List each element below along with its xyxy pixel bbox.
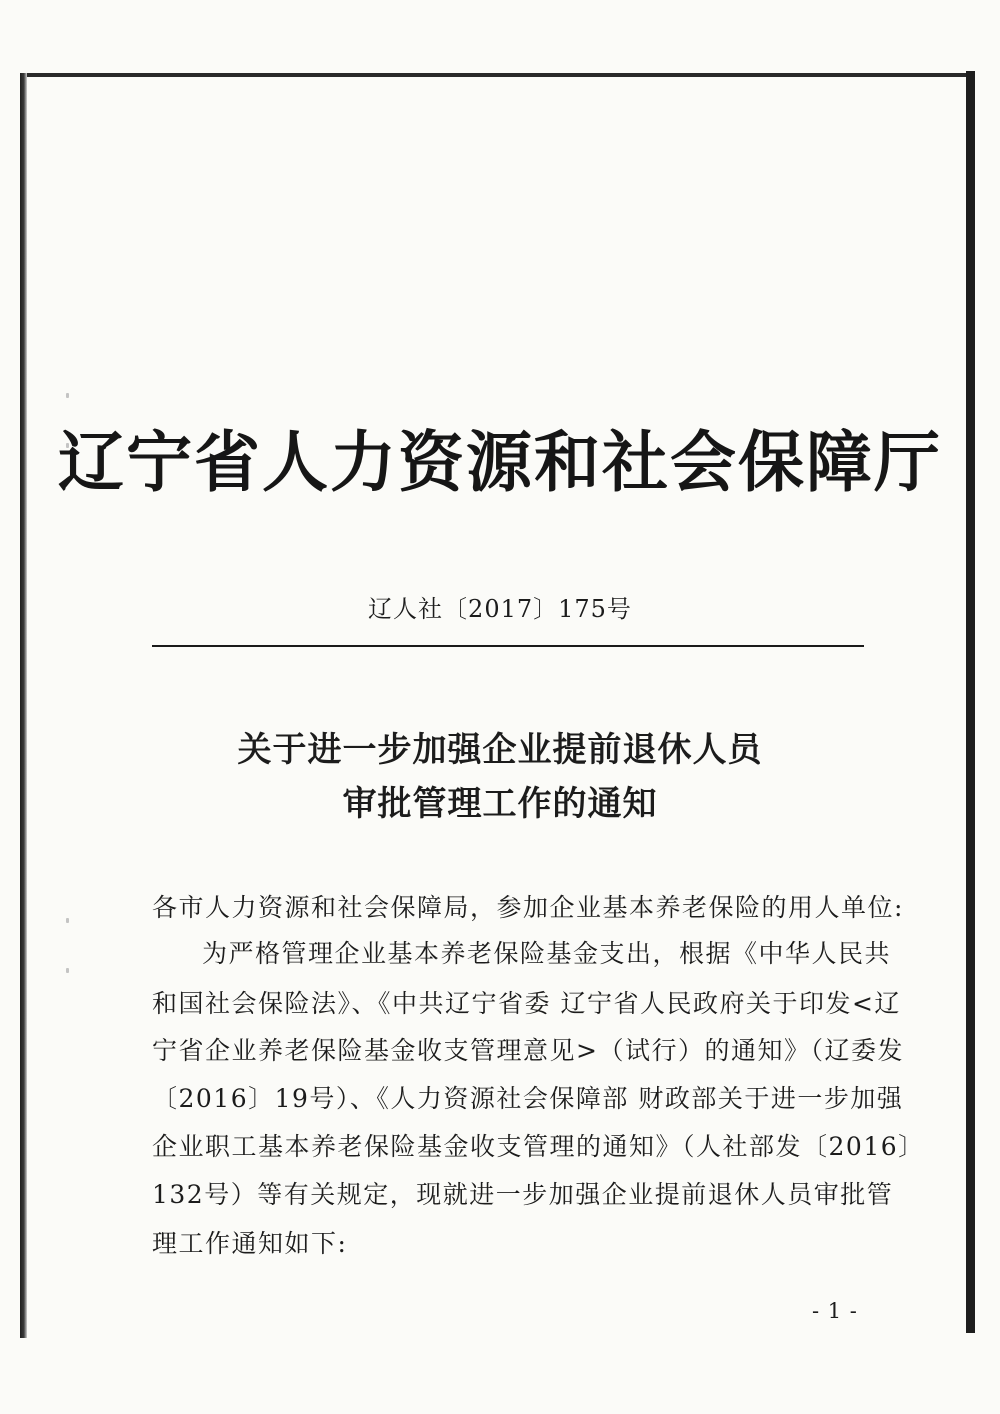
binding-hole-mark <box>66 393 69 398</box>
scan-top-edge <box>22 73 970 77</box>
body-line: 为严格管理企业基本养老保险基金支出，根据《中华人民共 <box>202 939 892 968</box>
scan-left-edge <box>20 73 27 1338</box>
page-number: - 1 - <box>812 1299 858 1323</box>
body-line: 〔2016〕19号）、《人力资源社会保障部 财政部关于进一步加强 <box>152 1084 904 1113</box>
body-line: 132号）等有关规定，现就进一步加强企业提前退休人员审批管 <box>152 1180 894 1209</box>
binding-hole-mark <box>66 918 69 923</box>
body-line: 和国社会保险法》、《中共辽宁省委 辽宁省人民政府关于印发<辽 <box>152 989 901 1018</box>
notice-title-line-2: 审批管理工作的通知 <box>342 784 658 824</box>
document-number: 辽人社〔2017〕175号 <box>368 595 632 623</box>
salutation: 各市人力资源和社会保障局，参加企业基本养老保险的用人单位: <box>152 893 904 922</box>
body-line: 宁省企业养老保险基金收支管理意见>（试行）的通知》（辽委发 <box>152 1036 904 1065</box>
header-divider-line <box>152 645 864 647</box>
binding-hole-mark <box>66 968 69 973</box>
body-line: 理工作通知如下: <box>152 1229 348 1258</box>
notice-title-line-1: 关于进一步加强企业提前退休人员 <box>237 730 763 770</box>
body-line: 企业职工基本养老保险基金收支管理的通知》（人社部发〔2016〕 <box>152 1132 925 1161</box>
agency-title: 辽宁省人力资源和社会保障厅 <box>58 424 942 501</box>
scan-right-edge <box>966 71 975 1333</box>
